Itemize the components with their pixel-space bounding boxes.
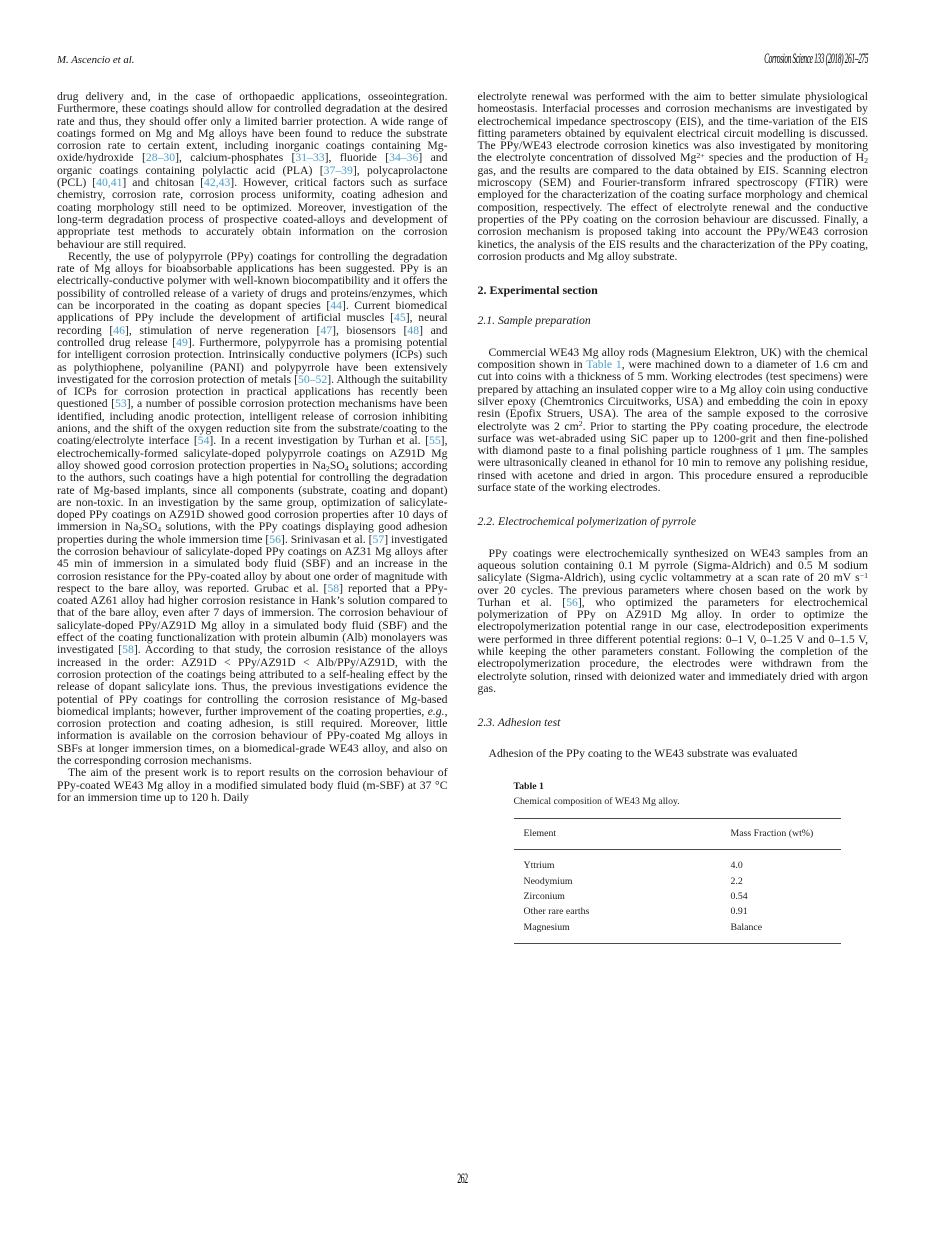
- table-1-label: Table 1: [513, 780, 544, 792]
- cell-element: Magnesium: [523, 921, 570, 933]
- table-row: [514, 889, 841, 904]
- citation-link[interactable]: Table 1: [586, 358, 622, 372]
- citation-link[interactable]: 45: [394, 311, 406, 325]
- body-paragraph: Commercial WE43 Mg alloy rods (Magnesium Elektron, UK) with the chemical composition shown in Table 1, were machined down to a diameter of 1.6 cm and cut into coins with a thickness of 5 mm. Working electrodes (test specimens) were prepared by attaching an insulated copper wire to a Mg alloy coin using conductive silver epoxy (Chemtronics Circuitworks, USA) and embedding the coin in epoxy resin (Epofix Struers, USA). The area of the sample exposed to the corrosive electrolyte was 2 $cm^2$. Prior to starting the PPy coating procedure, the electrode surface was wet-abraded using SiC paper up to 1200-grit and then fine-polished with diamond paste to a final polishing particle roughness of 1 μm. The samples were ultrasonically cleaned in ethanol for 10 min to remove any polishing residue, rinsed with acetone and dried in argon. This procedure ensured a reproducible surface state of the working electrodes.: [477, 345, 869, 495]
- page-footer: [0, 1170, 925, 1188]
- cell-mass-fraction: 0.54: [730, 891, 748, 903]
- citation-link[interactable]: 56: [269, 532, 281, 546]
- column-header-mass-fraction: Mass Fraction (wt%): [731, 819, 841, 850]
- body-paragraph: drug delivery and, in the case of orthopaedic applications, osseointegration. Furthermore, these coatings should allow for controlled degradation at the desired rate and thus, they should offer only a limited barrier protection. A wide range of coatings formed on Mg and Mg alloys have been found to reduce the substrate corrosion rate to certain extent, including inorganic coatings containing Mg-oxide/hydroxide [28–30], calcium-phosphates [31–33], fluoride [34–36] and organic coatings containing polylactic acid (PLA) [37–39], polycaprolactone (PCL) [40,41] and chitosan [42,43]. However, critical factors such as surface chemistry, corrosion rate, corrosion process uniformity, coating adhesion and coating morphology still need to be optimized. Moreover, investigation of the long-term degradation process of prospective coated-alloys and development of appropriate test methods to accurately obtain information on the corrosion behaviour are still required.: [57, 90, 448, 251]
- superscript-text: 2: [578, 418, 583, 428]
- citation-link[interactable]: 42,43: [204, 176, 231, 190]
- body-paragraph: The aim of the present work is to report results on the corrosion behaviour of PPy-coated WE43 Mg alloy in a modified simulated body fluid (m-SBF) at 37 °C for an immersion time up to 120 h. Daily: [57, 766, 448, 804]
- citation-link[interactable]: 58: [327, 581, 340, 595]
- citation-link[interactable]: 28–30: [145, 151, 176, 165]
- left-column: [57, 91, 448, 944]
- superscript-text: −1: [859, 570, 868, 580]
- table-row: [514, 920, 841, 944]
- citation-link[interactable]: 58: [122, 643, 134, 657]
- cell-mass-fraction: 4.0: [730, 860, 743, 872]
- table-header-row: [514, 819, 841, 850]
- cell-element: Other rare earths: [523, 906, 590, 918]
- citation-link[interactable]: 53: [115, 397, 127, 411]
- table-row: [514, 850, 841, 874]
- citation-link[interactable]: 40,41: [96, 176, 123, 190]
- body-paragraph: PPy coatings were electrochemically synthesized on WE43 samples from an aqueous solution containing 0.1 M pyrrole (Sigma-Aldrich) and 0.5 M sodium salicylate (Sigma-Aldrich), using cyclic voltammetry at a scan rate of 20 mV $s^{-1}$ over 20 cycles. The previous parameters where chosen based on the work by Turhan et al. [56], who optimized the parameters for electrochemical polymerization of PPy on AZ91D Mg alloy. In order to optimize the electropolymerization potential range in our case, electrodeposition experiments were performed in three different potential regions: 0–1 V, 0–1.25 V and 0–1.5 V, while keeping the other parameters constant. Following the completion of the electropolymerization procedure, the electrodes were withdrawn from the electrolyte solution, rinsed with deionized water and immediately dried with argon gas.: [477, 546, 868, 695]
- subscript-text: 4: [344, 463, 349, 473]
- citation-link[interactable]: 48: [407, 323, 420, 337]
- page-header: [57, 51, 868, 69]
- subsection-heading: 2.2. Electrochemical polymerization of pyrrole: [477, 515, 697, 529]
- citation-link[interactable]: 54: [197, 434, 210, 448]
- subsection-heading: 2.3. Adhesion test: [477, 716, 561, 730]
- table-1: [514, 818, 841, 944]
- subsection-heading: 2.1. Sample preparation: [477, 314, 591, 328]
- subscript-text: 2: [325, 463, 330, 473]
- cell-element: Zirconium: [523, 891, 565, 903]
- subscript-text: 2: [138, 524, 143, 534]
- subscript-text: 4: [157, 524, 162, 534]
- two-column-body: [57, 91, 868, 944]
- citation-link[interactable]: 56: [566, 595, 578, 609]
- page-number: 262: [457, 1171, 468, 1187]
- table-row: [514, 874, 841, 889]
- citation-link[interactable]: 47: [320, 323, 333, 337]
- running-head-journal: Corrosion Science 133 (2018) 261–275: [763, 51, 868, 67]
- right-column-blocks: [478, 91, 869, 761]
- body-paragraph: electrolyte renewal was performed with the aim to better simulate physiological homeostasis. Interfacial processes and corrosion mechanisms are investigated by electrochemical impedance spectroscopy (EIS), and the time-variation of the EIS fitting parameters obtained by equivalent electrical circuit modelling is discussed. The PPy/WE43 electrode corrosion kinetics was also investigated by monitoring the electrolyte concentration of dissolved $Mg^{2+}$ species and the production of $H_2$ gas, and the results are compared to the data obtained by EIS. Scanning electron microscopy (SEM) and Fourier-transform infrared spectroscopy (FTIR) were employed for the characterization of the coating surface morphology and chemical composition, respectively. The effect of electrolyte renewal and the conductive properties of the PPy coating on the corrosion behaviour are discussed. Finally, a corrosion mechanism is proposed taking into account the PPy/WE43 corrosion kinetics, the analysis of the EIS results and the characterization of the PPy coating, corrosion products and Mg alloy substrate.: [477, 90, 869, 263]
- cell-mass-fraction: 2.2: [730, 875, 743, 887]
- column-header-element: Element: [514, 819, 731, 850]
- right-column: [478, 91, 869, 944]
- citation-link[interactable]: 44: [330, 299, 342, 313]
- table-1-caption: Chemical composition of WE43 Mg alloy.: [513, 796, 680, 808]
- citation-link[interactable]: 34–36: [389, 151, 419, 165]
- cell-element: Yttrium: [523, 860, 555, 872]
- body-paragraph: Adhesion of the PPy coating to the WE43 substrate was evaluated: [488, 747, 798, 761]
- running-head-author: M. Ascencio et al.: [57, 54, 135, 66]
- table-1-block: [514, 781, 841, 944]
- body-paragraph: Recently, the use of polypyrrole (PPy) coatings for controlling the degradation rate of Mg alloys for bioabsorbable applications has been suggested. PPy is an electrically-conductive polymer with well-known biocompatibility and it offers the possibility of controlled release of a variety of drugs and proteins/enzymes, which can be incorporated in the coating as dopant species [44]. Current biomedical applications of PPy include the development of artificial muscles [45], neural recording [46], stimulation of nerve regeneration [47], biosensors [48] and controlled drug release [49]. Furthermore, polypyrrole has a promising potential for intelligent corrosion protection. Intrinsically conductive polymers (ICPs) such as polythiophene, polyaniline (PANI) and polypyrrole have been extensively investigated for the corrosion protection of metals [50–52]. Although the suitability of ICPs for corrosion protection in practical applications has recently been questioned [53], a number of possible corrosion protection mechanisms have been identified, including anodic protection, intelligent release of corrosion inhibiting anions, and the shift of the oxygen reduction site from the substrate/coating to the coating/electrolyte interface [54]. In a recent investigation by Turhan et al. [55], electrochemically-formed salicylate-doped polypyrrole coatings on AZ91D Mg alloy showed good corrosion protection properties in $Na_2SO_4$ solutions; according to the authors, such coatings have a high potential for controlling the degradation rate of Mg-based implants, since all components (substrate, coating and dopant) are non-toxic. In an investigation by the same group, optimization of salicylate-doped PPy coatings on AZ91D showed good corrosion properties after 10 days of immersion in $Na_2SO_4$ solutions, with the PPy coatings displaying good adhesion properties during the whole immersion time [56]. Srinivasan et al. [57] investigated the corrosion behaviour of salicylate-doped PPy coatings on AZ31 Mg alloys after 45 min of immersion in a simulated body fluid (SBF) and an increase in the corrosion resistance for the PPy-coated alloy by about one order of magnitude with respect to the bare alloy, was reported. Grubac et al. [58] reported that a PPy-coated AZ61 alloy had higher corrosion resistance in Hank’s solution compared to that of the bare alloy, even after 7 days of immersion. The corrosion behaviour of salicylate-doped PPy/AZ91D Mg alloy in a simulated body fluid (SBF) and the effect of the coating functionalization with protein albumin (Alb) monolayers was investigated [58]. According to that study, the corrosion resistance of the alloys increased in the order: AZ91D < PPy/AZ91D < Alb/PPy/AZ91D, with the corrosion protection of the coatings being attributed to a self-healing effect by the release of dopant salicylate ions. Thus, the previous investigations evidence the potential of PPy coatings for controlling the corrosion resistance of Mg-based biomedical implants; however, further improvement of the coating properties, e.g., corrosion protection and coating adhesion, is still required. Moreover, little information is available on the corrosion behaviour of PPy-coated Mg alloys in SBFs at longer immersion times, on a biomedical-grade WE43 alloy, and also on the corresponding corrosion mechanisms.: [57, 249, 448, 768]
- table-row: [514, 904, 841, 919]
- italic-text: e.g.: [427, 704, 445, 718]
- citation-link[interactable]: 49: [176, 335, 188, 349]
- citation-link[interactable]: 55: [428, 434, 441, 448]
- citation-link[interactable]: 37–39: [323, 163, 353, 177]
- cell-element: Neodymium: [523, 875, 573, 887]
- citation-link[interactable]: 50–52: [297, 372, 328, 386]
- subscript-text: 2: [864, 156, 869, 166]
- section-heading: 2. Experimental section: [477, 283, 598, 298]
- cell-mass-fraction: Balance: [730, 921, 763, 933]
- cell-mass-fraction: 0.91: [730, 906, 748, 918]
- superscript-text: 2+: [696, 150, 705, 160]
- citation-link[interactable]: 46: [113, 323, 125, 337]
- citation-link[interactable]: 57: [372, 532, 385, 546]
- citation-link[interactable]: 31–33: [295, 151, 325, 165]
